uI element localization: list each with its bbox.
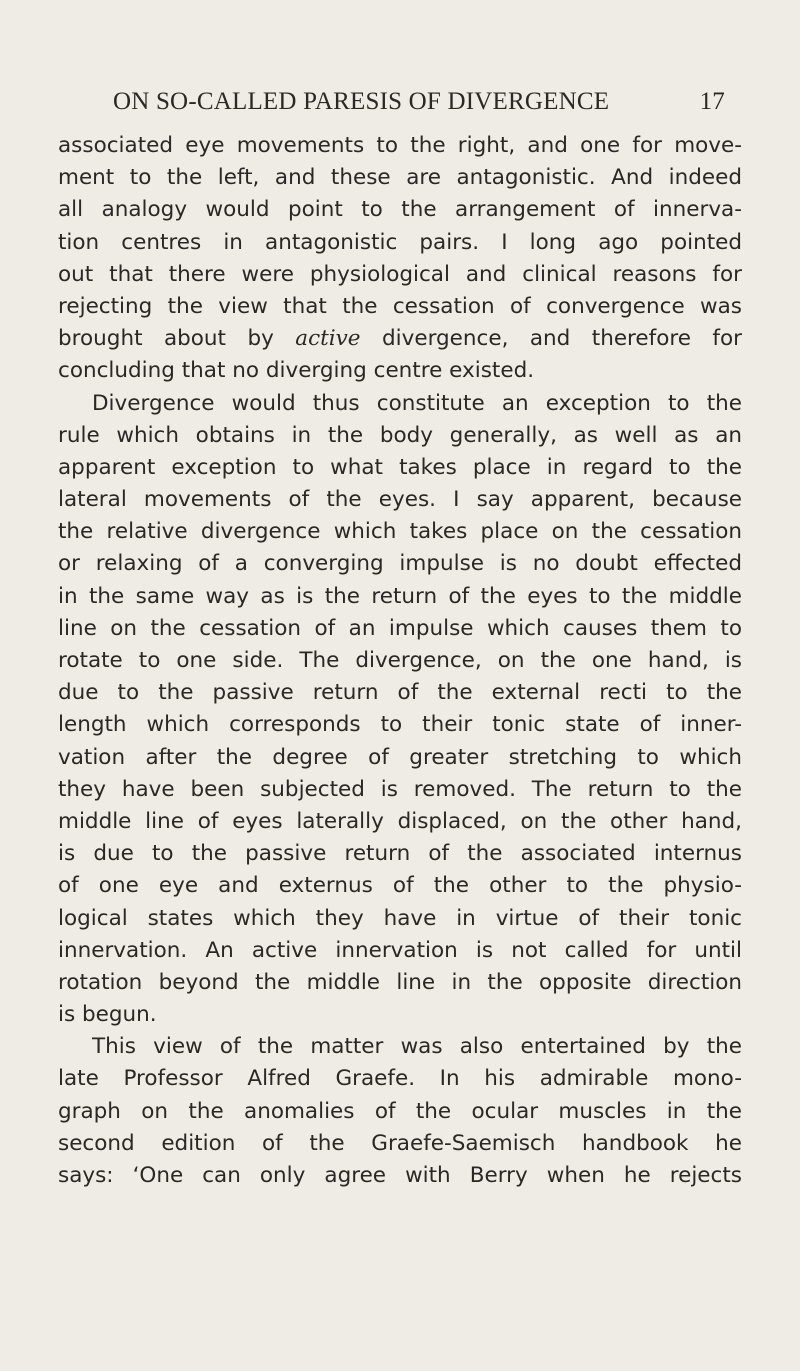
text-line: apparent exception to what takes place in regard to the xyxy=(58,454,742,480)
italic-word: active xyxy=(295,326,361,352)
text-line: rejecting the view that the cessation of convergence was xyxy=(58,293,742,319)
text-line: concluding that no diverging centre existed. xyxy=(58,358,535,384)
text-line: This view of the matter was also entertained by the xyxy=(92,1034,742,1060)
text-line: second edition of the Graefe-Saemisch handbook he xyxy=(58,1130,742,1156)
text-line: the relative divergence which takes place on the cessation xyxy=(58,519,742,545)
page-number: 17 xyxy=(699,88,725,115)
text-segment: brought about by xyxy=(58,326,296,352)
text-line: length which corresponds to their tonic state of inner- xyxy=(58,712,742,738)
text-line: is due to the passive return of the associated internus xyxy=(58,841,742,867)
running-head-title: ON SO-CALLED PARESIS OF DIVERGENCE xyxy=(113,88,610,115)
text-line: all analogy would point to the arrangement of innerva- xyxy=(58,197,742,223)
text-line: graph on the anomalies of the ocular muscles in the xyxy=(58,1098,742,1124)
text-line: due to the passive return of the external recti to the xyxy=(58,680,742,706)
text-line: they have been subjected is removed. The return to the xyxy=(58,776,742,802)
text-line: lateral movements of the eyes. I say apparent, because xyxy=(58,487,742,513)
text-line: Divergence would thus constitute an exception to the xyxy=(92,390,742,416)
text-segment: divergence, and therefore for xyxy=(360,326,742,352)
text-line xyxy=(58,323,742,355)
text-line: rotation beyond the middle line in the opposite direction xyxy=(58,969,742,995)
text-line: vation after the degree of greater stretching to which xyxy=(58,744,742,770)
text-line: logical states which they have in virtue of their tonic xyxy=(58,905,742,931)
text-line: line on the cessation of an impulse which causes them to xyxy=(58,615,742,641)
text-line: or relaxing of a converging impulse is no doubt effected xyxy=(58,551,742,577)
text-line: associated eye movements to the right, and one for move- xyxy=(58,133,742,158)
text-line: ment to the left, and these are antagonistic. And indeed xyxy=(58,165,742,191)
text-line: rule which obtains in the body generally, as well as an xyxy=(58,422,742,448)
text-line: says: ‘One can only agree with Berry when he rejects xyxy=(58,1163,742,1188)
text-line: middle line of eyes laterally displaced, on the other hand, xyxy=(58,808,742,834)
text-line: out that there were physiological and clinical reasons for xyxy=(58,261,742,287)
text-line: is begun. xyxy=(58,1002,157,1028)
body-text xyxy=(58,130,742,1192)
text-line: of one eye and externus of the other to the physio- xyxy=(58,873,742,899)
text-line: rotate to one side. The divergence, on the one hand, is xyxy=(58,648,742,673)
text-line: late Professor Alfred Graefe. In his admirable mono- xyxy=(58,1066,742,1092)
text-line: innervation. An active innervation is not called for until xyxy=(58,937,742,963)
text-line: in the same way as is the return of the eyes to the middle xyxy=(58,583,742,609)
text-line: tion centres in antagonistic pairs. I long ago pointed xyxy=(58,229,742,255)
